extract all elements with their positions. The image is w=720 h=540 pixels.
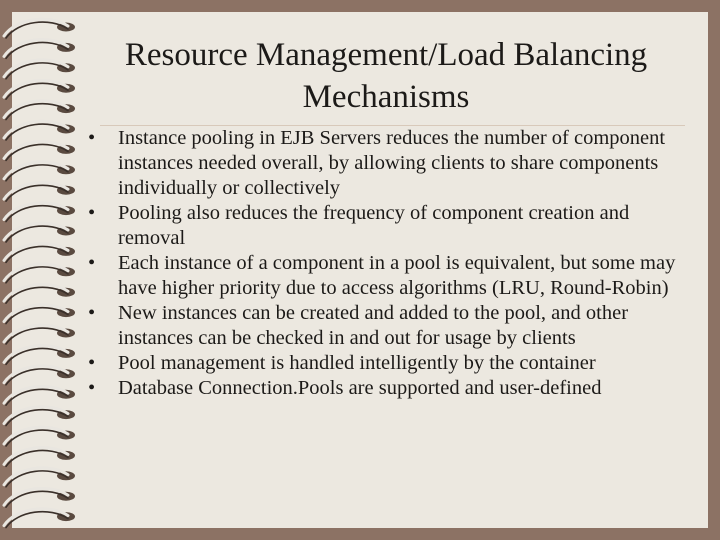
binding-ring: [4, 223, 75, 242]
binding-ring: [4, 19, 75, 38]
binding-ring: [4, 325, 75, 344]
binding-ring: [4, 346, 75, 365]
slide-title: [88, 34, 684, 118]
bullet-item: • Database Connection.Pools are supported and user-defined: [118, 376, 688, 401]
binding-ring: [4, 60, 75, 79]
binding-ring: [4, 488, 75, 507]
bullet-item: • New instances can be created and added to the pool, and other instances can be checked in and out for usage by clients: [118, 301, 688, 351]
bullet-item: • Instance pooling in EJB Servers reduces the number of component instances needed overall, by allowing clients to share components individually or collectively: [118, 126, 688, 201]
binding-ring: [4, 244, 75, 263]
binding-ring: [4, 80, 75, 99]
bullet-item: • Pool management is handled intelligently by the container: [118, 351, 688, 376]
binding-ring: [4, 121, 75, 140]
binding-ring: [4, 142, 75, 161]
bullet-list: [118, 126, 688, 401]
binding-ring: [4, 509, 75, 528]
binding-ring: [4, 305, 75, 324]
binding-ring: [4, 427, 75, 446]
bullet-item: • Each instance of a component in a pool is equivalent, but some may have higher priority due to access algorithms (LRU, Round-Robin): [118, 251, 688, 301]
binding-ring: [4, 284, 75, 303]
spiral-binding: [0, 0, 90, 540]
binding-ring: [4, 468, 75, 487]
binding-ring: [4, 101, 75, 120]
binding-ring: [4, 366, 75, 385]
binding-ring: [4, 162, 75, 181]
binding-ring: [4, 407, 75, 426]
title-line-1: Resource Management/Load Balancing: [124, 37, 648, 73]
binding-ring: [4, 386, 75, 405]
bullet-item: • Pooling also reduces the frequency of component creation and removal: [118, 201, 688, 251]
binding-ring: [4, 40, 75, 59]
binding-ring: [4, 203, 75, 222]
binding-ring: [4, 182, 75, 201]
title-line-2: Mechanisms: [302, 79, 470, 115]
binding-ring: [4, 264, 75, 283]
binding-ring: [4, 448, 75, 467]
